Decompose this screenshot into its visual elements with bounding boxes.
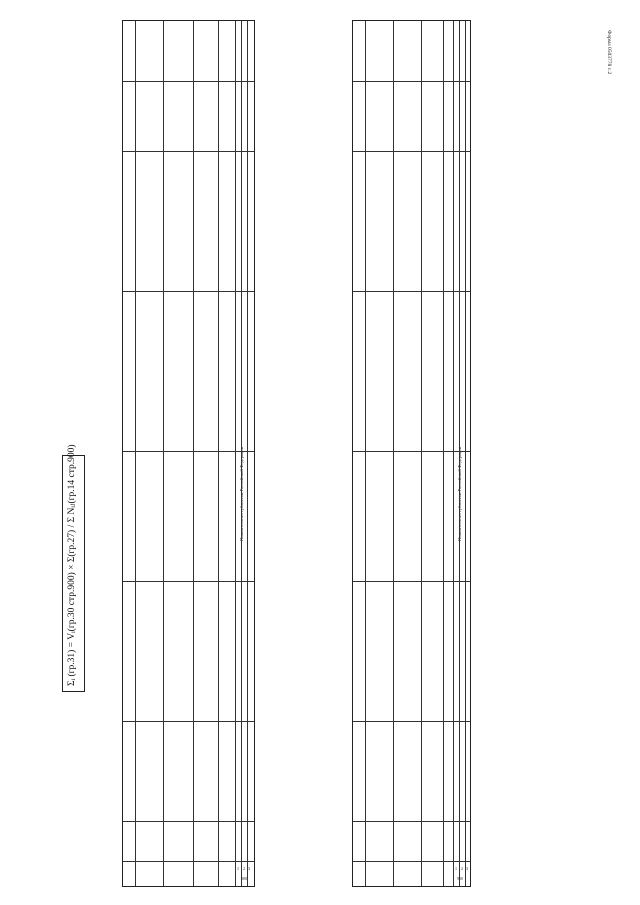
- distribution-table-2: [352, 20, 471, 887]
- row-code: 1: [237, 866, 239, 871]
- row-code: 3: [248, 866, 250, 871]
- row-code: 3: [466, 866, 468, 871]
- row-code: 1: [455, 866, 457, 871]
- table-2-section-title: Показатели по субъектам Российской Федерации: [457, 446, 462, 541]
- row-code-total: 900: [457, 876, 463, 881]
- distribution-table-1: [122, 20, 255, 887]
- row-code: 2: [243, 866, 245, 871]
- table-1-section-title: Показатели по субъектам Российской Федерации: [239, 446, 244, 541]
- row-code-total: 900: [241, 876, 247, 881]
- formula-box: [62, 444, 85, 692]
- formula: Σᵢ (гр.31) = Vᵢ(гр.30 стр.900) × Σ(гр.27) / Σ Nᵢⱼ(гр.14 стр.900): [67, 444, 77, 686]
- row-code: 2: [461, 866, 463, 871]
- form-label: Форма 0503778 с.2: [606, 30, 612, 75]
